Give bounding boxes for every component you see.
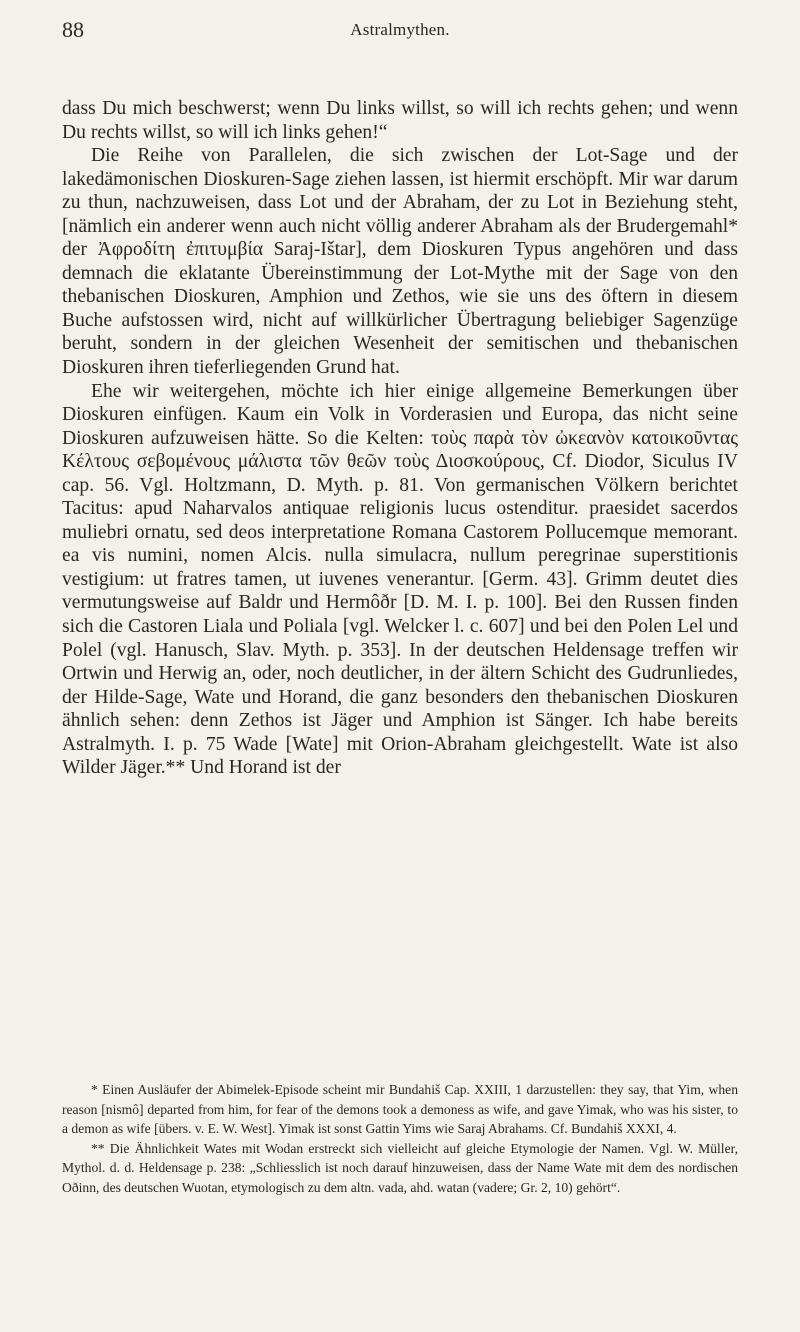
page-header [0,14,800,54]
paragraph-dioskuren: Ehe wir weitergehen, möchte ich hier einige allgemeine Bemerkungen über Dioskuren einfügen. Kaum ein Volk in Vorderasien und Europa, das nicht seine Dioskuren aufzuweisen hätte. So die Kelten: τοὺς παρὰ τὸν ὠκεανὸν κατοικοῦντας Κέλτους σεβομένους μάλιστα τῶν θεῶν τοὺς Διοσκούρους, Cf. Diodor, Siculus IV cap. 56. Vgl. Holtzmann, D. Myth. p. 81. Von germanischen Völkern berichtet Tacitus: apud Naharvalos antiquae religionis lucus ostenditur. praesidet sacerdos muliebri ornatu, sed deos interpretatione Romana Castorem Pollucemque memorant. ea vis numini, nomen Alcis. nulla simulacra, nullum peregrinae superstitionis vestigium: ut fratres tamen, ut iuvenes venerantur. [Germ. 43]. Grimm deutet dies vermutungsweise auf Baldr und Hermôðr [D. M. I. p. 100]. Bei den Russen finden sich die Castoren Liala und Poliala [vgl. Welcker l. c. 607] und bei den Polen Lel und Polel (vgl. Hanusch, Slav. Myth. p. 353]. In der deutschen Heldensage treffen wir Ortwin und Herwig an, oder, noch deutlicher, in der ältern Schicht des Gudrunliedes, der Hilde-Sage, Wate und Horand, die ganz besonders den thebanischen Dioskuren ähnlich sehen: denn Zethos ist Jäger und Amphion ist Sänger. Ich habe bereits Astralmyth. I. p. 75 Wade [Wate] mit Orion-Abraham gleichgestellt. Wate ist also Wilder Jäger.** Und Horand ist der [62,380,738,779]
paragraph-lot-sage: Die Reihe von Parallelen, die sich zwischen der Lot-Sage und der lakedämonischen Dioskuren-Sage ziehen lassen, ist hiermit erschöpft. Mir war darum zu thun, nachzuweisen, dass Lot und der Abraham, der zu Lot in Beziehung steht, [nämlich ein anderer wenn auch nicht völlig anderer Abraham als der Brudergemahl* der Ἀφροδίτη ἐπιτυμβία Saraj-Ištar], dem Dioskuren Typus angehören und dass demnach die eklatante Übereinstimmung der Lot-Mythe mit der Sage von den thebanischen Dioskuren, Amphion und Zethos, wie sie uns des öftern in diesem Buche aufstossen wird, nicht auf willkürlicher Übertragung beliebiger Sagenzüge beruht, sondern in der gleichen Wesenheit der semitischen und thebanischen Dioskuren ihren tieferliegenden Grund hat. [62,145,738,379]
footnote-2: ** Die Ähnlichkeit Wates mit Wodan erstreckt sich vielleicht auf gleiche Etymologie der Namen. Vgl. W. Müller, Mythol. d. d. Heldensage p. 238: „Schliesslich ist noch darauf hinzuweisen, dass der Name Wate mit dem des nordischen Oðinn, des deutschen Wuotan, etymologisch zu dem altn. vada, ahd. watan (vadere; Gr. 2, 10) gehört“. [62,1140,738,1195]
paragraph-continuation: dass Du mich beschwerst; wenn Du links willst, so will ich rechts gehen; und wenn Du rechts willst, so will ich links gehen!“ [62,98,738,143]
footnotes [62,1080,738,1197]
page-number: 88 [62,17,84,42]
footnote-1: * Einen Ausläufer der Abimelek-Episode scheint mir Bundahiš Cap. XXIII, 1 darzustellen: they say, that Yim, when reason [nismô] departed from him, for fear of the demons took a demoness as wife, and gave Yimak, who was his sister, to a demon as wife [übers. v. E. W. West]. Yimak ist sonst Gattin Yims wie Saraj Abrahams. Cf. Bundahiš XXXI, 4. [62,1082,738,1136]
body-text [62,97,738,780]
running-title: Astralmythen. [350,20,450,39]
